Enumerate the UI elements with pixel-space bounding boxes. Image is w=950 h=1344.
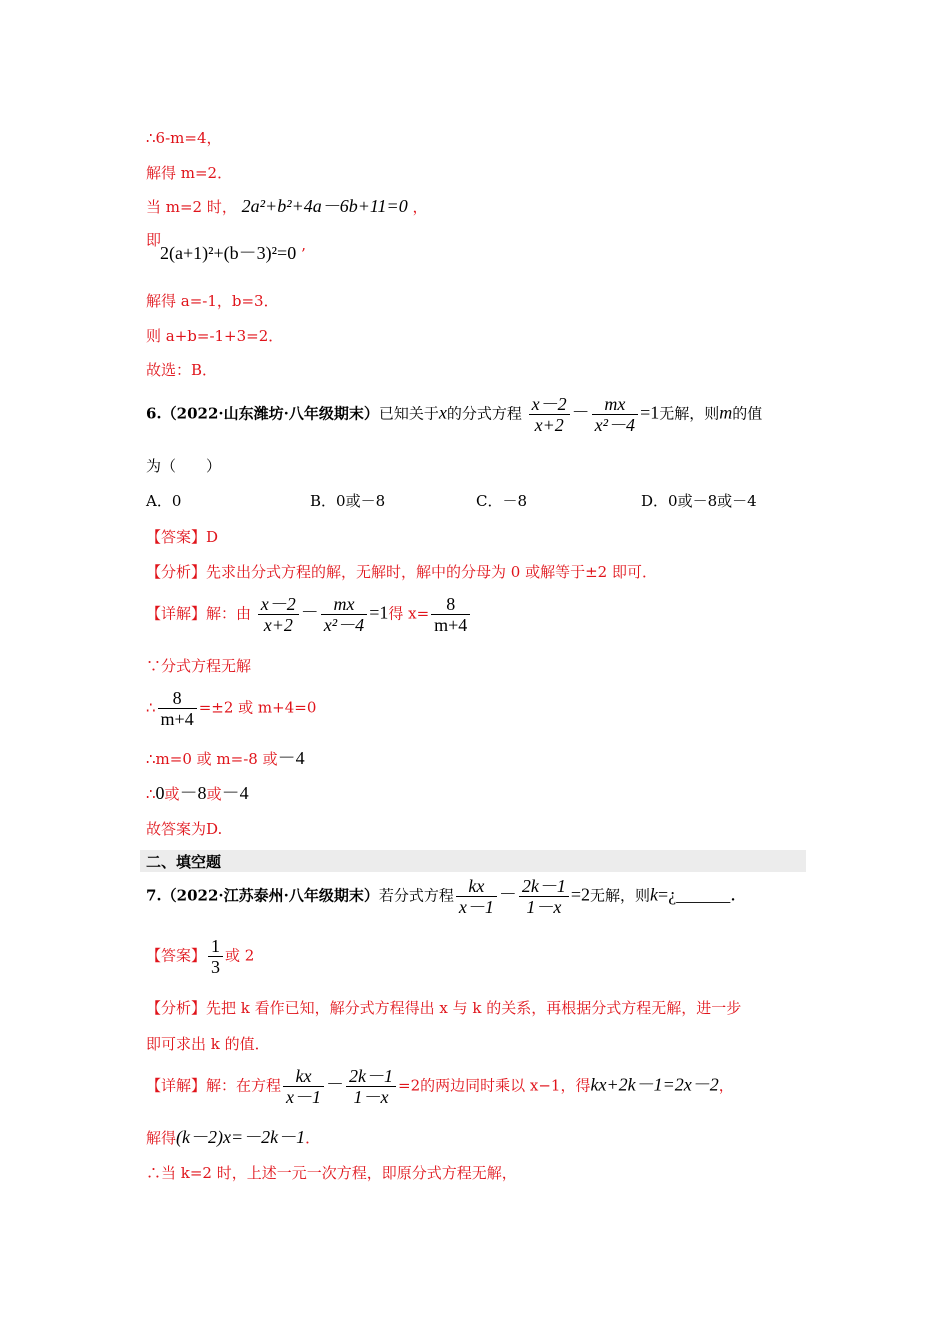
text-fragment: 当 m=2 时， bbox=[146, 198, 237, 216]
equals: =2 bbox=[570, 884, 591, 905]
equation: 2a²+b²+4a－6b+11=0 bbox=[241, 196, 408, 216]
fraction bbox=[431, 594, 470, 635]
numerator: kx bbox=[283, 1066, 324, 1087]
text-fragment: 解得 bbox=[146, 1129, 177, 1147]
text-line: ∴当 k=2 时，上述一元一次方程，即原分式方程无解， bbox=[146, 1164, 517, 1182]
fraction bbox=[346, 1066, 396, 1107]
fraction bbox=[283, 1066, 324, 1107]
blank: =¿______． bbox=[658, 884, 749, 905]
text-line: 故选：B． bbox=[146, 361, 218, 379]
option-c: C．－8 bbox=[476, 492, 528, 510]
operator: － bbox=[300, 602, 319, 623]
text-fragment: 无解，则 bbox=[659, 404, 720, 423]
option-d: D．0或－8或－4 bbox=[641, 492, 757, 510]
denominator: 1－x bbox=[353, 1087, 389, 1107]
fraction bbox=[529, 394, 570, 435]
question-6-stem bbox=[146, 394, 762, 435]
operator: － bbox=[571, 402, 590, 423]
text-line: 即 bbox=[146, 231, 162, 249]
text-fragment: 若分式方程 bbox=[378, 886, 454, 905]
text-fragment: ∴ bbox=[146, 785, 156, 803]
text-line: 则 a+b=-1+3=2． bbox=[146, 327, 284, 345]
text-fragment: =2的两边同时乘以 x−1，得 bbox=[398, 1076, 591, 1095]
text-fragment: 得 x= bbox=[388, 604, 430, 623]
denominator: x²－4 bbox=[323, 615, 365, 635]
equals: =1 bbox=[369, 602, 389, 623]
fraction bbox=[321, 594, 367, 635]
text-fragment: 【答案】 bbox=[146, 946, 207, 965]
section-heading bbox=[140, 850, 806, 872]
numerator: mx bbox=[321, 594, 367, 615]
text-fragment: 【详解】解：由 bbox=[146, 604, 252, 623]
variable: k bbox=[650, 884, 659, 905]
question-prefix: 7.（2022·江苏泰州·八年级期末） bbox=[146, 886, 379, 905]
text-line: ∵分式方程无解 bbox=[146, 657, 252, 675]
denominator: x²－4 bbox=[594, 415, 636, 435]
fraction bbox=[592, 394, 638, 435]
text-line bbox=[160, 243, 306, 264]
equation: 2(a+1)²+(b－3)²=0 bbox=[160, 243, 297, 263]
text-line: 解得 a=-1，b=3． bbox=[146, 292, 279, 310]
text-line bbox=[146, 1127, 320, 1148]
answer: 【答案】D bbox=[146, 528, 219, 546]
equation: (k－2)x=－2k－1 bbox=[176, 1127, 306, 1147]
denominator: x+2 bbox=[263, 615, 293, 635]
text-fragment: =±2 或 m+4=0 bbox=[198, 698, 317, 717]
text-fragment: 【详解】解：在方程 bbox=[146, 1076, 282, 1095]
variable: x bbox=[438, 402, 447, 423]
text-fragment: 的值 bbox=[732, 404, 763, 423]
fraction bbox=[208, 936, 223, 977]
numerator: 8 bbox=[431, 594, 470, 615]
text-fragment: ∴ bbox=[146, 698, 156, 717]
denominator: m+4 bbox=[160, 709, 194, 729]
numerator: 2k－1 bbox=[519, 876, 569, 897]
math-fragment: －8 bbox=[179, 783, 207, 803]
variable: m bbox=[719, 402, 733, 423]
denominator: x－1 bbox=[286, 1087, 322, 1107]
text-fragment: 或 2 bbox=[225, 946, 255, 965]
math-fragment: 0 bbox=[155, 783, 165, 803]
text-line: 解得 m=2． bbox=[146, 164, 233, 182]
denominator: x+2 bbox=[534, 415, 564, 435]
denominator: 3 bbox=[211, 957, 221, 977]
text-fragment: 或 bbox=[164, 785, 180, 803]
text-fragment: ， bbox=[718, 1076, 734, 1095]
numerator: 8 bbox=[158, 688, 197, 709]
fraction bbox=[456, 876, 497, 917]
option-b: B．0或－8 bbox=[310, 492, 386, 510]
text-fragment: 或 bbox=[206, 785, 222, 803]
numerator: mx bbox=[592, 394, 638, 415]
analysis: 【分析】先求出分式方程的解，无解时，解中的分母为 0 或解等于±2 即可． bbox=[146, 563, 657, 581]
numerator: x－2 bbox=[258, 594, 299, 615]
denominator: m+4 bbox=[434, 615, 468, 635]
analysis: 【分析】先把 k 看作已知，解分式方程得出 x 与 k 的关系，再根据分式方程无解，进一步 bbox=[146, 999, 742, 1017]
option-a: A．0 bbox=[146, 492, 182, 510]
options-row bbox=[146, 491, 786, 513]
text-line: 为（ ） bbox=[146, 457, 222, 475]
detail bbox=[146, 1066, 734, 1107]
conclusion: 故答案为D. bbox=[146, 820, 223, 838]
detail bbox=[146, 594, 472, 635]
question-7-stem bbox=[146, 876, 748, 917]
text-line: ∴6-m=4， bbox=[146, 129, 222, 147]
answer bbox=[146, 936, 254, 977]
math-fragment: －4 bbox=[277, 748, 305, 768]
numerator: 1 bbox=[208, 936, 223, 957]
text-line bbox=[146, 688, 316, 729]
text-fragment: 无解，则 bbox=[590, 886, 651, 905]
operator: － bbox=[326, 1074, 345, 1095]
fraction bbox=[519, 876, 569, 917]
operator: － bbox=[498, 884, 517, 905]
equals: =1 bbox=[640, 402, 660, 423]
text-fragment: ， bbox=[412, 198, 428, 216]
numerator: kx bbox=[456, 876, 497, 897]
denominator: 1－x bbox=[526, 897, 562, 917]
question-prefix: 6.（2022·山东潍坊·八年级期末） bbox=[146, 404, 379, 423]
text-fragment: 的分式方程 bbox=[446, 404, 522, 423]
section-title: 二、填空题 bbox=[146, 853, 222, 871]
numerator: 2k－1 bbox=[346, 1066, 396, 1087]
equation: kx+2k－1=2x－2 bbox=[590, 1074, 719, 1095]
text-fragment: ’ bbox=[301, 245, 306, 263]
text-fragment: ． bbox=[305, 1129, 321, 1147]
text-line bbox=[146, 783, 249, 804]
text-fragment: 已知关于 bbox=[378, 404, 439, 423]
analysis: 即可求出 k 的值． bbox=[146, 1035, 270, 1053]
text-line bbox=[146, 748, 305, 769]
math-fragment: －4 bbox=[221, 783, 249, 803]
text-fragment: ∴m=0 或 m=-8 或 bbox=[146, 750, 278, 768]
denominator: x－1 bbox=[458, 897, 494, 917]
fraction bbox=[258, 594, 299, 635]
numerator: x－2 bbox=[529, 394, 570, 415]
fraction bbox=[158, 688, 197, 729]
text-line bbox=[146, 196, 428, 217]
